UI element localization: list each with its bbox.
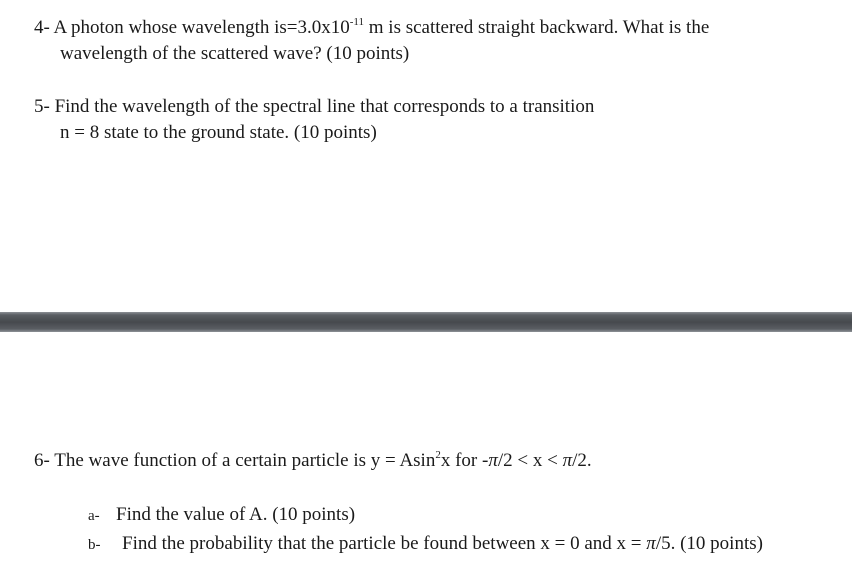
question-5-number: 5- <box>34 96 50 117</box>
question-6-text-a: The wave function of a certain particle is y = Asin <box>54 450 436 471</box>
page-separator <box>0 312 852 332</box>
question-6 <box>34 448 592 474</box>
question-4-text-b: m is scattered straight backward. What is the <box>364 17 710 38</box>
question-4-number: 4- <box>34 17 50 38</box>
question-5-line-2: n = 8 state to the ground state. (10 points) <box>60 122 377 143</box>
question-6-exponent: 2 <box>435 449 441 461</box>
question-5-line-1: Find the wavelength of the spectral line that corresponds to a transition <box>54 96 595 117</box>
question-4-line-2: wavelength of the scattered wave? (10 points) <box>60 43 410 64</box>
page-bottom <box>0 332 852 574</box>
pi-symbol: π <box>488 450 498 471</box>
question-6-part-a <box>88 501 763 530</box>
question-6-parts <box>88 501 763 559</box>
question-6-number: 6- <box>34 450 50 471</box>
question-5 <box>34 94 594 146</box>
part-a-text: Find the value of A. (10 points) <box>116 504 356 525</box>
part-b-text-a: Find the probability that the particle be found between x = 0 and x = <box>122 533 647 554</box>
question-6-part-b <box>88 530 763 559</box>
question-6-text-b: x for - <box>440 450 489 471</box>
question-4-text-a: A photon whose wavelength is=3.0x10 <box>53 17 350 38</box>
question-6-text-c: /2 < x < <box>497 450 563 471</box>
pi-symbol: π <box>646 533 656 554</box>
part-b-marker: b- <box>88 537 101 553</box>
question-4-exponent: -11 <box>349 16 365 28</box>
question-4 <box>34 15 709 67</box>
part-a-marker: a- <box>88 508 100 524</box>
question-6-text-d: /2. <box>572 450 592 471</box>
part-b-text-b: /5. (10 points) <box>655 533 763 554</box>
pi-symbol: π <box>562 450 573 471</box>
